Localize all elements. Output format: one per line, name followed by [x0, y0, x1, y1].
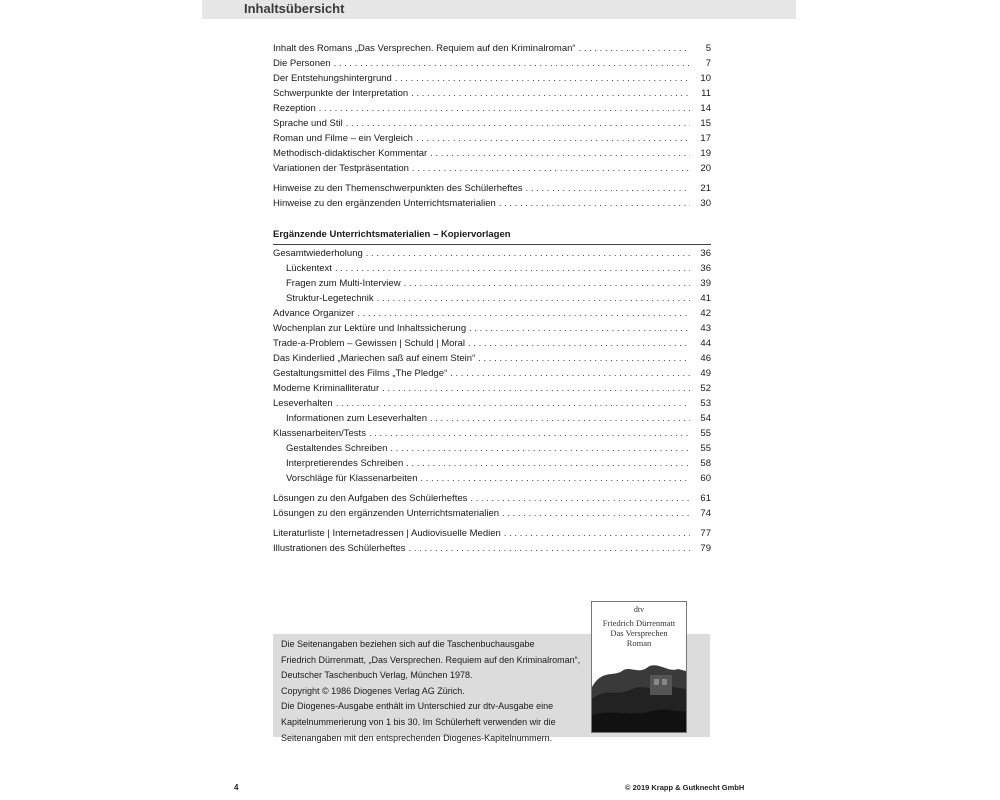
book-genre: Roman [626, 638, 652, 648]
table-of-contents [273, 41, 711, 556]
page-number: 4 [234, 783, 239, 792]
book-title: Das Versprechen [610, 628, 668, 638]
toc-entry [273, 86, 711, 101]
toc-entry [273, 56, 711, 71]
toc-entry [273, 261, 711, 276]
toc-entry-page: 46 [700, 353, 711, 364]
toc-leader-dots [504, 526, 690, 541]
toc-entry-page: 79 [700, 543, 711, 554]
toc-entry-title: Lückentext [286, 263, 332, 274]
toc-leader-dots [357, 306, 690, 321]
toc-entry [273, 101, 711, 116]
toc-entry-title: Advance Organizer [273, 308, 355, 319]
toc-entry-title: Schwerpunkte der Interpretation [273, 88, 409, 99]
toc-entry-page: 55 [700, 443, 711, 454]
toc-leader-dots [421, 471, 691, 486]
toc-entry [273, 131, 711, 146]
spacer [273, 211, 711, 227]
toc-leader-dots [335, 261, 690, 276]
note-line: Die Diogenes-Ausgabe enthält im Unterschied zur dtv-Ausgabe eine [281, 701, 554, 712]
toc-entry [273, 321, 711, 336]
toc-entry-title: Roman und Filme – ein Vergleich [273, 133, 413, 144]
toc-entry-title: Leseverhalten [273, 398, 333, 409]
toc-entry-title: Rezeption [273, 103, 316, 114]
toc-entry-page: 36 [700, 263, 711, 274]
toc-entry-title: Vorschläge für Klassenarbeiten [286, 473, 418, 484]
toc-entry-title: Gestaltendes Schreiben [286, 443, 388, 454]
toc-leader-dots [390, 441, 690, 456]
toc-entry-page: 43 [700, 323, 711, 334]
toc-entry-title: Hinweise zu den ergänzenden Unterrichtsmaterialien [273, 198, 496, 209]
toc-entry-title: Hinweise zu den Themenschwerpunkten des Schülerheftes [273, 183, 523, 194]
toc-entry [273, 456, 711, 471]
toc-entry-title: Klassenarbeiten/Tests [273, 428, 366, 439]
book-cover-illustration [592, 657, 686, 732]
toc-leader-dots [412, 161, 690, 176]
toc-entry-page: 53 [700, 398, 711, 409]
book-cover-image [591, 601, 687, 733]
toc-leader-dots [404, 276, 690, 291]
toc-entry-page: 5 [705, 43, 711, 54]
toc-entry [273, 116, 711, 131]
toc-entry-page: 58 [700, 458, 711, 469]
toc-entry-page: 15 [700, 118, 711, 129]
toc-leader-dots [366, 246, 690, 261]
toc-entry-title: Lösungen zu den Aufgaben des Schülerheftes [273, 493, 468, 504]
toc-entry-page: 10 [700, 73, 711, 84]
toc-entry-page: 7 [705, 58, 711, 69]
toc-entry [273, 541, 711, 556]
toc-leader-dots [430, 411, 690, 426]
toc-entry-title: Variationen der Testpräsentation [273, 163, 409, 174]
toc-leader-dots [411, 86, 690, 101]
note-line: Seitenangaben mit den entsprechenden Diogenes-Kapitelnummern. [281, 732, 553, 743]
toc-entry-page: 20 [700, 163, 711, 174]
toc-entry [273, 196, 711, 211]
toc-entry-page: 77 [700, 528, 711, 539]
book-author: Friedrich Dürrenmatt [602, 618, 676, 628]
section-heading: Ergänzende Unterrichtsmaterialien – Kopiervorlagen [273, 229, 511, 240]
toc-leader-dots [395, 71, 690, 86]
toc-entry [273, 426, 711, 441]
toc-entry-page: 42 [700, 308, 711, 319]
toc-entry-page: 17 [700, 133, 711, 144]
toc-entry [273, 526, 711, 541]
toc-entry-title: Sprache und Stil [273, 118, 343, 129]
edition-note-text [281, 637, 580, 746]
page-title: Inhaltsübersicht [244, 1, 345, 16]
toc-entry-title: Die Personen [273, 58, 331, 69]
toc-entry-title: Das Kinderlied „Mariechen saß auf einem Stein“ [273, 353, 476, 364]
toc-leader-dots [579, 41, 690, 56]
toc-entry-page: 60 [700, 473, 711, 484]
toc-entry-page: 30 [700, 198, 711, 209]
toc-group-materials [273, 246, 711, 486]
toc-entry-title: Methodisch-didaktischer Kommentar [273, 148, 428, 159]
divider [273, 244, 711, 245]
toc-group-hints [273, 181, 711, 211]
book-publisher: dtv [633, 605, 645, 614]
toc-leader-dots [469, 321, 690, 336]
toc-entry-title: Interpretierendes Schreiben [286, 458, 404, 469]
note-line: Friedrich Dürrenmatt, „Das Versprechen. Requiem auf den Kriminalroman“, [281, 654, 581, 665]
toc-entry-title: Inhalt des Romans „Das Versprechen. Requiem auf den Kriminalroman“ [273, 43, 576, 54]
toc-entry-title: Literaturliste | Internetadressen | Audiovisuelle Medien [273, 528, 501, 539]
toc-leader-dots [369, 426, 690, 441]
toc-entry-page: 54 [700, 413, 711, 424]
toc-entry-page: 74 [700, 508, 711, 519]
toc-entry [273, 411, 711, 426]
toc-entry [273, 181, 711, 196]
toc-entry [273, 41, 711, 56]
toc-entry-title: Lösungen zu den ergänzenden Unterrichtsmaterialien [273, 508, 500, 519]
toc-leader-dots [336, 396, 690, 411]
toc-leader-dots [319, 101, 690, 116]
toc-group-main [273, 41, 711, 176]
toc-entry-title: Fragen zum Multi-Interview [286, 278, 401, 289]
toc-group-appendix [273, 526, 711, 556]
toc-entry-title: Moderne Kriminalliteratur [273, 383, 380, 394]
toc-leader-dots [416, 131, 690, 146]
toc-entry [273, 306, 711, 321]
toc-entry-title: Struktur-Legetechnik [286, 293, 374, 304]
toc-entry [273, 351, 711, 366]
toc-entry-title: Der Entstehungshintergrund [273, 73, 392, 84]
toc-entry [273, 491, 711, 506]
toc-entry [273, 146, 711, 161]
toc-entry-page: 61 [700, 493, 711, 504]
toc-leader-dots [499, 196, 690, 211]
toc-leader-dots [478, 351, 690, 366]
toc-entry [273, 471, 711, 486]
toc-entry [273, 161, 711, 176]
toc-entry [273, 276, 711, 291]
toc-entry-page: 39 [700, 278, 711, 289]
toc-entry [273, 71, 711, 86]
toc-leader-dots [406, 456, 690, 471]
toc-entry-page: 36 [700, 248, 711, 259]
toc-leader-dots [409, 541, 690, 556]
toc-entry-title: Trade-a-Problem – Gewissen | Schuld | Moral [273, 338, 466, 349]
toc-leader-dots [377, 291, 690, 306]
toc-entry-title: Gesamtwiederholung [273, 248, 363, 259]
toc-leader-dots [334, 56, 690, 71]
note-line: Kapitelnummerierung von 1 bis 30. Im Schülerheft verwenden wir die [281, 716, 556, 727]
toc-entry [273, 396, 711, 411]
toc-entry [273, 366, 711, 381]
toc-entry-page: 52 [700, 383, 711, 394]
toc-leader-dots [382, 381, 690, 396]
toc-entry-page: 55 [700, 428, 711, 439]
note-line: Die Seitenangaben beziehen sich auf die Taschenbuchausgabe [281, 639, 535, 649]
toc-entry-title: Informationen zum Leseverhalten [286, 413, 427, 424]
note-line: Copyright © 1986 Diogenes Verlag AG Zürich. [281, 685, 465, 696]
toc-entry [273, 506, 711, 521]
toc-entry [273, 381, 711, 396]
toc-entry-page: 14 [700, 103, 711, 114]
toc-entry [273, 441, 711, 456]
toc-leader-dots [502, 506, 690, 521]
toc-leader-dots [430, 146, 690, 161]
toc-entry-title: Wochenplan zur Lektüre und Inhaltssicherung [273, 323, 467, 334]
toc-leader-dots [450, 366, 690, 381]
toc-entry-title: Illustrationen des Schülerheftes [273, 543, 406, 554]
toc-entry [273, 291, 711, 306]
toc-entry [273, 246, 711, 261]
toc-leader-dots [468, 336, 690, 351]
toc-entry-page: 11 [701, 88, 711, 99]
toc-entry-page: 41 [700, 293, 711, 304]
toc-leader-dots [526, 181, 690, 196]
toc-entry-page: 49 [700, 368, 711, 379]
copyright: © 2019 Krapp & Gutknecht GmbH [625, 783, 745, 792]
toc-entry-title: Gestaltungsmittel des Films „The Pledge“ [273, 368, 448, 379]
toc-entry [273, 336, 711, 351]
toc-entry-page: 21 [700, 183, 711, 194]
note-line: Deutscher Taschenbuch Verlag, München 1978. [281, 670, 473, 681]
toc-entry-page: 19 [700, 148, 711, 159]
toc-leader-dots [346, 116, 690, 131]
toc-leader-dots [470, 491, 690, 506]
toc-group-solutions [273, 491, 711, 521]
toc-entry-page: 44 [700, 338, 711, 349]
